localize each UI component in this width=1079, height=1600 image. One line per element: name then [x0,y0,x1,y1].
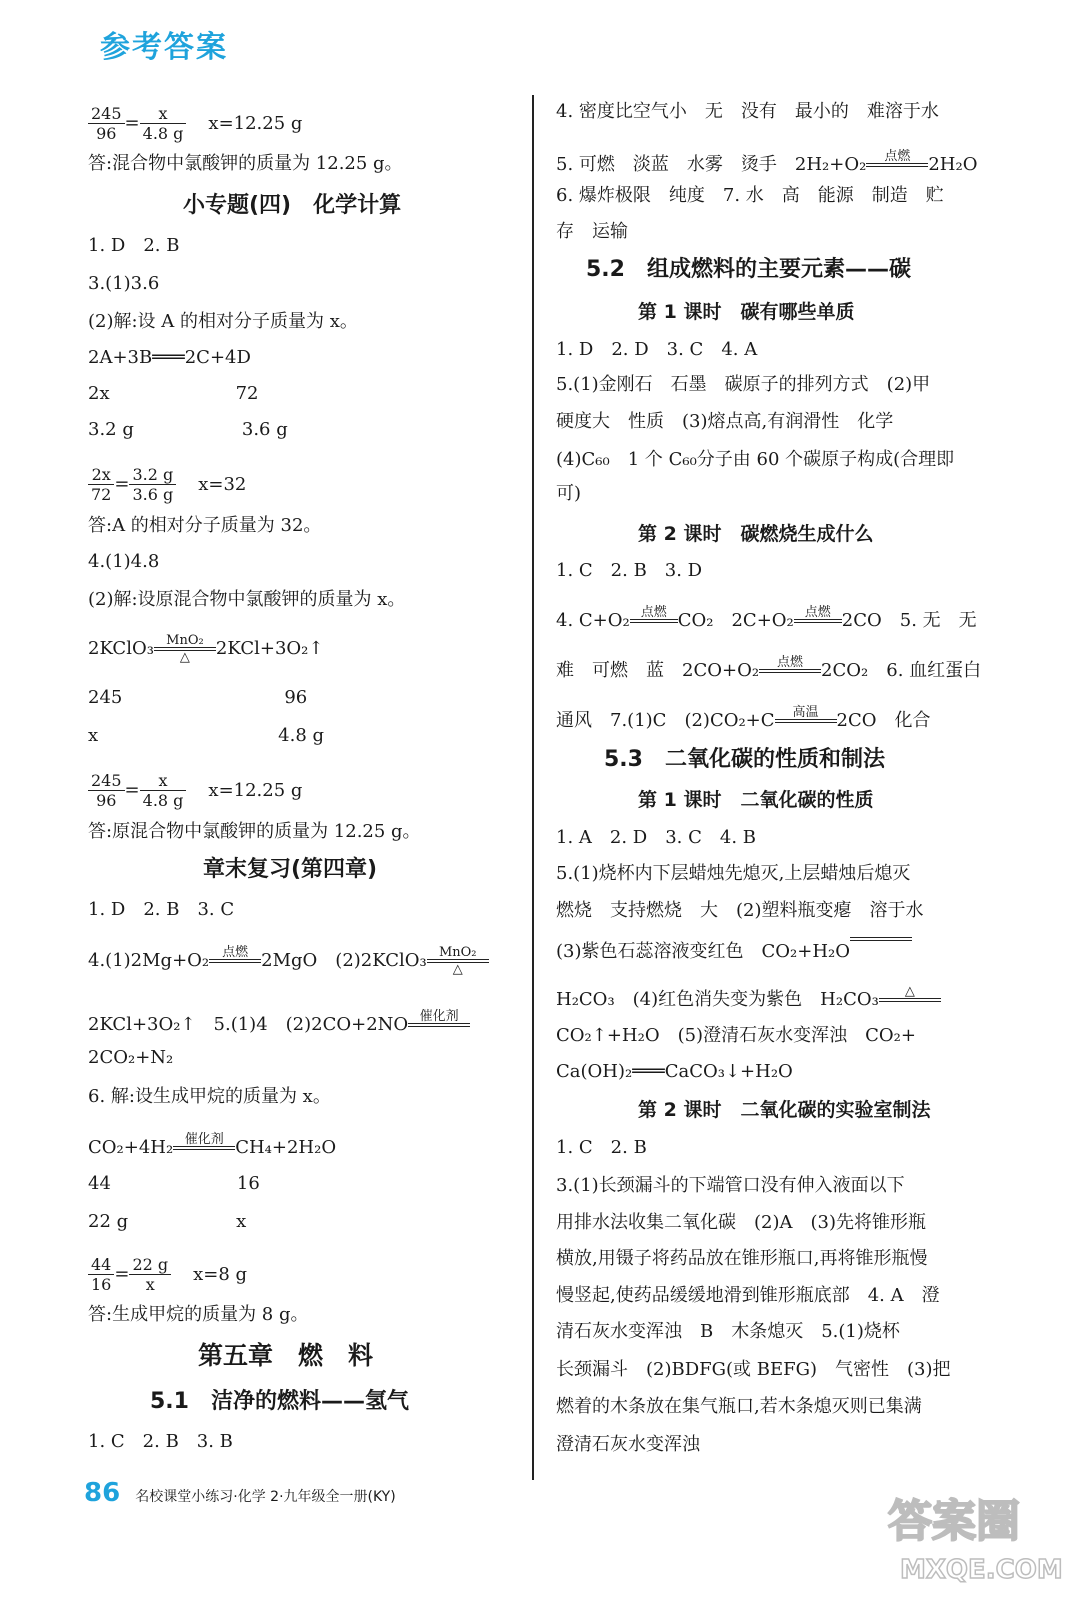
text-line: 4.(1)4.8 [88,551,160,572]
reaction-condition [775,706,837,736]
products: 2MgO (2)2KClO₃ [261,950,427,971]
text-line: 6. 解:设生成甲烷的质量为 x。 [88,1086,331,1107]
text-line: 1. C 2. B 3. D [556,560,703,581]
section-heading: 5.1 洁净的燃料——氢气 [150,1389,409,1414]
equation-line [556,706,931,736]
text-line: 44 16 [88,1173,260,1194]
denominator: 4.8 g [142,791,184,810]
double-line [850,937,912,941]
text-line: 4. 密度比空气小 无 没有 最小的 难溶于水 [556,101,939,122]
section-heading: 5.2 组成燃料的主要元素——碳 [586,257,911,282]
numerator: 245 [88,104,125,124]
equation-line [556,150,977,180]
text-line: 存 运输 [556,221,628,242]
text-line: 长颈漏斗 (2)BDFG(或 BEFG) 气密性 (3)把 [556,1359,951,1380]
result: x=12.25 g [208,779,303,801]
text-line: 硬度大 性质 (3)熔点高,有润滑性 化学 [556,411,894,432]
watermark-text: 答案圈 [888,1496,1020,1547]
text-line: 清石灰水变浑浊 B 木条熄灭 5.(1)烧杯 [556,1321,900,1342]
text-line: 1. D 2. D 3. C 4. A [556,339,758,360]
watermark-logo [880,1478,1070,1593]
section-heading: 小专题(四) 化学计算 [183,193,402,218]
denominator: 4.8 g [142,124,184,143]
text-line: 燃着的木条放在集气瓶口,若木条熄灭则已集满 [556,1396,922,1417]
reactants: (3)紫色石蕊溶液变红色 CO₂+H₂O [556,941,850,962]
fraction [140,771,187,810]
reactants: 难 可燃 蓝 2CO+O₂ [556,660,760,681]
denominator: 3.6 g [132,485,174,504]
text-line: 5.(1)烧杯内下层蜡烛先熄灭,上层蜡烛后熄灭 [556,863,911,884]
reactants: 2KClO₃ [88,638,154,659]
fraction [88,104,125,143]
text-line: 3.(1)3.6 [88,273,160,294]
products: 2KCl+3O₂↑ [215,638,324,659]
numerator: 245 [88,771,125,791]
fraction [88,465,114,504]
equation-line [556,656,981,686]
text-line: 3.2 g 3.6 g [88,419,288,440]
text-line: 6. 爆炸极限 纯度 7. 水 高 能源 制造 贮 [556,185,944,206]
text-line: 答:A 的相对分子质量为 32。 [88,515,322,536]
text-line: (2)解:设原混合物中氯酸钾的质量为 x。 [88,589,406,610]
subsection-heading: 第 2 课时 碳燃烧生成什么 [638,523,874,545]
condition-above: 点燃 [640,605,667,620]
numerator: 3.2 g [129,465,176,485]
reactants: 4.(1)2Mg+O₂ [88,950,210,971]
text-line: 2x 72 [88,383,259,404]
fraction [88,771,125,810]
equation-line [556,985,941,1015]
condition-above: 高温 [792,705,819,720]
denominator: 72 [91,485,112,504]
numerator: 22 g [129,1255,171,1275]
reactants: 2KCl+3O₂↑ 5.(1)4 (2)2CO+2NO [88,1014,409,1035]
section-heading: 章末复习(第四章) [203,857,378,882]
reactants: 5. 可燃 淡蓝 水雾 烫手 2H₂+O₂ [556,154,867,175]
condition-above: 催化剂 [184,1132,224,1147]
text-line: 答:原混合物中氯酸钾的质量为 12.25 g。 [88,821,421,842]
denominator: 16 [91,1275,112,1294]
text-line: 1. D 2. B [88,235,180,256]
equation-line [556,937,912,967]
condition-above: MnO₂ [438,945,477,960]
subsection-heading: 第 1 课时 二氧化碳的性质 [638,789,874,811]
reaction-condition [173,1133,235,1163]
equation-line [88,946,489,976]
fraction [129,1255,171,1294]
text-line: 3.(1)长颈漏斗的下端管口没有伸入液面以下 [556,1175,905,1196]
reaction-condition [866,150,928,180]
numerator: x [140,771,187,791]
numerator: x [140,104,187,124]
reactants: 4. C+O₂ [556,610,630,631]
text-line: 245 96 [88,687,308,708]
text-line: 燃烧 支持燃烧 大 (2)塑料瓶变瘪 溶于水 [556,900,924,921]
reaction-condition [759,656,821,686]
subsection-heading: 第 1 课时 碳有哪些单质 [638,301,855,323]
text-line: 答:混合物中氯酸钾的质量为 12.25 g。 [88,153,403,174]
equation-line [556,606,977,636]
equals-sign: = [114,1263,130,1285]
text-line: 1. C 2. B 3. B [88,1431,233,1452]
equals-sign: = [114,473,130,495]
text-line: 澄清石灰水变浑浊 [556,1434,700,1455]
products: 2CO 化合 [836,710,931,731]
reaction-condition [427,946,489,976]
fraction [88,1255,114,1294]
result: x=32 [198,473,247,495]
fraction-line [88,1255,247,1294]
book-title: 名校课堂小练习·化学 2·九年级全一册(KY) [135,1489,396,1505]
equation-line [88,1133,336,1163]
text-line: x 4.8 g [88,725,325,746]
numerator: 44 [88,1255,114,1275]
page-number: 86 [84,1478,121,1508]
reactants: 通风 7.(1)C (2)CO₂+C [556,710,775,731]
fraction [129,465,176,504]
fraction-line [88,771,302,810]
condition-above: 点燃 [804,605,831,620]
watermark-url: MXQE.COM [900,1555,1063,1585]
subsection-heading: 第 2 课时 二氧化碳的实验室制法 [638,1099,931,1121]
reaction-condition [209,946,261,976]
condition-above: 点燃 [222,945,249,960]
column-divider [532,95,534,1480]
footer [84,1478,396,1508]
text-line: 22 g x [88,1211,247,1232]
products: CH₄+2H₂O [235,1137,337,1158]
chapter-heading: 第五章 燃 料 [198,1341,374,1370]
products: CO₂ 2C+O₂ [677,610,794,631]
page-header-title: 参考答案 [100,30,228,65]
section-heading: 5.3 二氧化碳的性质和制法 [604,747,885,772]
text-line: 横放,用镊子将药品放在锥形瓶口,再将锥形瓶慢 [556,1248,928,1269]
denominator: 96 [96,124,117,143]
equals-sign: = [124,112,140,134]
reaction-condition [850,937,912,967]
text-line: 可) [556,483,582,504]
result: x=12.25 g [208,112,303,134]
reactants: CO₂+4H₂ [88,1137,174,1158]
result: x=8 g [193,1263,248,1285]
equation-line [88,1010,470,1040]
equals-sign: = [124,779,140,801]
text-line: 2A+3B═══2C+4D [88,347,251,368]
denominator: x [145,1275,155,1294]
reactants: H₂CO₃ (4)红色消失变为紫色 H₂CO₃ [556,989,879,1010]
equation-line [88,634,323,664]
products: 2CO 5. 无 无 [841,610,977,631]
numerator: 2x [88,465,114,485]
text-line: (4)C₆₀ 1 个 C₆₀分子由 60 个碳原子构成(合理即 [556,449,955,470]
reaction-condition [879,985,941,1015]
condition-below: △ [179,650,190,665]
text-line: 5.(1)金刚石 石墨 碳原子的排列方式 (2)甲 [556,374,931,395]
fraction-line [88,465,246,504]
text-line: 1. C 2. B [556,1137,647,1158]
text-line: 2CO₂+N₂ [88,1047,174,1068]
text-line: 答:生成甲烷的质量为 8 g。 [88,1304,309,1325]
text-line: 用排水法收集二氧化碳 (2)A (3)先将锥形瓶 [556,1212,926,1233]
text-line: Ca(OH)₂═══CaCO₃↓+H₂O [556,1061,793,1082]
condition-above: 点燃 [884,149,911,164]
condition-above: MnO₂ [166,633,204,648]
text-line: 慢竖起,使药品缓缓地滑到锥形瓶底部 4. A 澄 [556,1285,940,1306]
condition-above: △ [904,984,915,999]
products: 2CO₂ 6. 血红蛋白 [821,660,982,681]
condition-above: 催化剂 [419,1009,459,1024]
reaction-condition [794,606,842,636]
reaction-condition [408,1010,470,1040]
condition-below: △ [452,962,463,977]
fraction-line [88,104,302,143]
text-line: 1. A 2. D 3. C 4. B [556,827,757,848]
reaction-condition [154,634,216,664]
products: 2H₂O [928,154,978,175]
text-line: CO₂↑+H₂O (5)澄清石灰水变浑浊 CO₂+ [556,1025,916,1046]
text-line: 1. D 2. B 3. C [88,899,235,920]
reaction-condition [630,606,678,636]
condition-above: 点燃 [777,655,804,670]
denominator: 96 [96,791,117,810]
fraction [140,104,187,143]
text-line: (2)解:设 A 的相对分子质量为 x。 [88,311,358,332]
